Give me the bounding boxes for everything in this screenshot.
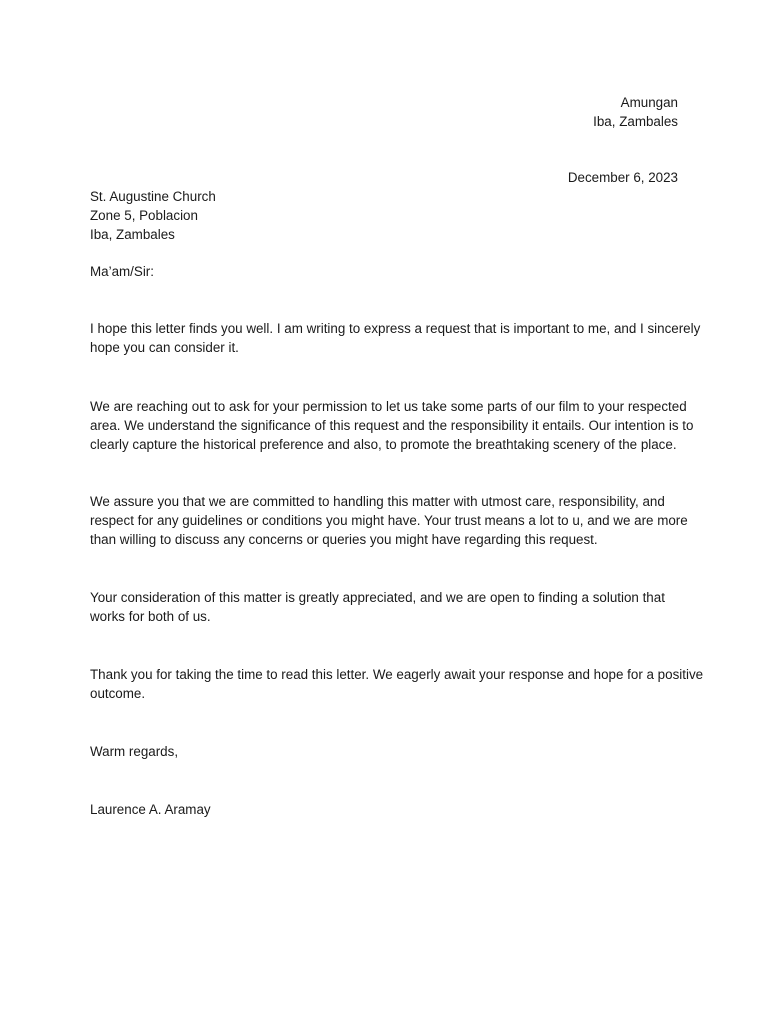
body-paragraph-3-line-2: respect for any guidelines or conditions you might have. Your trust means a lot to u, and we are more <box>90 513 688 528</box>
body-paragraph-3-line-3: than willing to discuss any concerns or queries you might have regarding this request. <box>90 532 598 547</box>
recipient-address-line-3: Iba, Zambales <box>90 227 175 242</box>
body-paragraph-2-line-3: clearly capture the historical preference and also, to promote the breathtaking scenery of the place. <box>90 437 677 452</box>
closing: Warm regards, <box>90 744 179 759</box>
recipient-address-line-1: St. Augustine Church <box>90 189 216 204</box>
body-paragraph-4-line-1: Your consideration of this matter is greatly appreciated, and we are open to finding a solution that <box>90 590 665 605</box>
body-paragraph-2-line-2: area. We understand the significance of this request and the responsibility it entails. Our intention is to <box>90 418 694 433</box>
body-paragraph-1-line-2: hope you can consider it. <box>90 340 239 355</box>
salutation: Ma’am/Sir: <box>90 264 154 279</box>
sender-address-line-2: Iba, Zambales <box>593 114 678 129</box>
letter-date: December 6, 2023 <box>567 170 678 185</box>
body-paragraph-3-line-1: We assure you that we are committed to handling this matter with utmost care, responsibility, and <box>90 494 665 509</box>
body-paragraph-4-line-2: works for both of us. <box>90 609 211 624</box>
body-paragraph-5-line-2: outcome. <box>90 686 146 701</box>
signature-name: Laurence A. Aramay <box>90 802 211 817</box>
recipient-address-line-2: Zone 5, Poblacion <box>90 208 198 223</box>
body-paragraph-1-line-1: I hope this letter finds you well. I am writing to express a request that is important to me, and I sincerely <box>90 321 701 336</box>
body-paragraph-2-line-1: We are reaching out to ask for your permission to let us take some parts of our film to your respected <box>90 399 687 414</box>
sender-address-line-1: Amungan <box>620 95 678 110</box>
body-paragraph-5-line-1: Thank you for taking the time to read this letter. We eagerly await your response and hope for a positive <box>90 667 704 682</box>
